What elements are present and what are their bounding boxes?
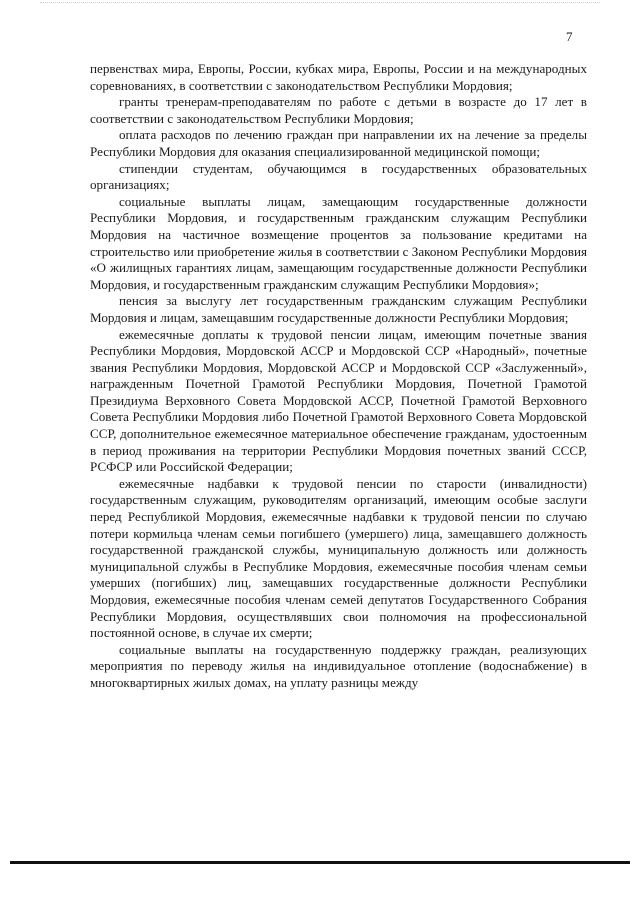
paragraph: гранты тренерам-преподавателям по работе с детьми в возрасте до 17 лет в соответствии с законодательством Республики Мордовия;	[90, 94, 587, 126]
paragraph: социальные выплаты лицам, замещающим государственные должности Республики Мордовия, и государственным гражданским служащим Республики Мордовия на частичное возмещение процентов за пользование кредитами на строительство или приобретение жилья в соответствии с Законом Республики Мордовия «О жилищных гарантиях лицам, замещающим государственные должности Республики Мордовия, и государственным гражданским служащим Республики Мордовия»;	[90, 193, 587, 292]
paragraph: стипендии студентам, обучающимся в государственных образовательных организациях;	[90, 160, 587, 193]
page-number: 7	[566, 29, 573, 44]
paragraph: ежемесячные надбавки к трудовой пенсии по старости (инвалидности) государственным служащим, руководителям организаций, имеющим особые заслуги перед Республикой Мордовия, ежемесячные надбавки к трудовой пенсии по случаю потери кормильца членам семьи погибшего (умершего) лица, замещавшего должность государственной гражданской службы, муниципальную должность или должность муниципальной службы в Республике Мордовия, ежемесячные пособия членам семьи умерших (погибших) лиц, замещавших государственные должности Республики Мордовия, ежемесячные пособия членам семей депутатов Государственного Собрания Республики Мордовия, осуществлявших свои полномочия на профессиональной постоянной основе, в случае их смерти;	[90, 475, 587, 641]
paragraph: оплата расходов по лечению граждан при направлении их на лечение за пределы Республики Мордовия для оказания специализированной медицинской помощи;	[90, 127, 587, 159]
scan-edge-marks	[40, 2, 600, 4]
paragraph: социальные выплаты на государственную поддержку граждан, реализующих мероприятия по переводу жилья на индивидуальное отопление (водоснабжение) в многоквартирных жилых домах, на уплату разницы между	[90, 641, 587, 690]
paragraph: ежемесячные доплаты к трудовой пенсии лицам, имеющим почетные звания Республики Мордовия, Мордовской АССР и Мордовской ССР «Народный», почетные звания Республики Мордовия, Мордовской АССР и Мордовской ССР «Заслуженный», награжденным Почетной Грамотой Республики Мордовия, Почетной Грамотой Президиума Верховного Совета Мордовской АССР, Почетной Грамотой Верховного Совета Республики Мордовия либо Почетной Грамотой Верховного Совета Мордовской ССР, дополнительное ежемесячное материальное обеспечение гражданам, удостоенным в период проживания на территории Республики Мордовия почетных званий СССР, РСФСР или Российской Федерации;	[90, 326, 587, 475]
paragraph: первенствах мира, Европы, России, кубках мира, Европы, России и на международных соревнованиях, в соответствии с законодательством Республики Мордовия;	[90, 61, 587, 93]
paragraph: пенсия за выслугу лет государственным гражданским служащим Республики Мордовия и лицам, замещавшим государственные должности Республики Мордовия;	[90, 293, 587, 325]
bottom-rule	[10, 861, 630, 864]
body-text	[90, 61, 587, 692]
